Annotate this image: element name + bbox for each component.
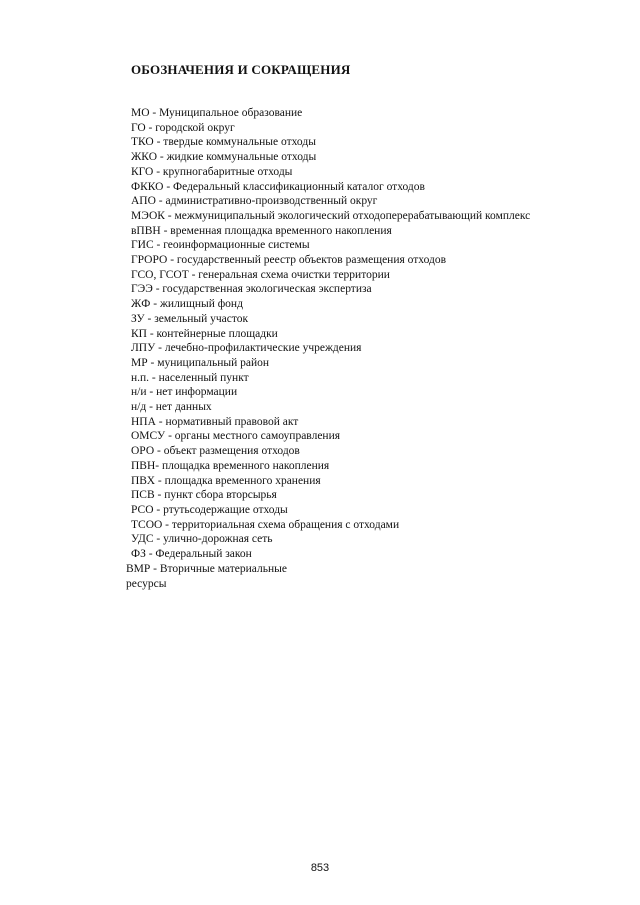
abbreviation-item: ГО - городской округ xyxy=(131,121,235,134)
abbreviation-item: АПО - административно-производственный округ xyxy=(131,195,378,208)
abbreviation-item: ЗУ - земельный участок xyxy=(131,312,249,325)
abbreviation-item: ЖКО - жидкие коммунальные отходы xyxy=(131,151,317,164)
abbreviation-item: КГО - крупногабаритные отходы xyxy=(131,165,293,178)
abbreviation-item: ОРО - объект размещения отходов xyxy=(131,445,300,458)
abbreviation-item: МР - муниципальный район xyxy=(131,356,270,369)
abbreviation-item: ПСВ - пункт сбора вторсырья xyxy=(131,489,277,502)
abbreviation-item: ГИС - геоинформационные системы xyxy=(131,239,310,252)
abbreviation-item: ОМСУ - органы местного самоуправления xyxy=(131,430,341,443)
abbreviation-item: н/д - нет данных xyxy=(131,401,212,414)
abbreviations-list xyxy=(126,106,601,591)
abbreviation-item: ГСО, ГСОТ - генеральная схема очистки территории xyxy=(131,268,390,281)
abbreviation-item: ГРОРО - государственный реестр объектов размещения отходов xyxy=(131,254,447,267)
abbreviation-item: РСО - ртутьсодержащие отходы xyxy=(131,503,288,516)
abbreviation-item: МО - Муниципальное образование xyxy=(131,107,303,119)
abbreviation-item: ПВХ - площадка временного хранения xyxy=(131,474,321,487)
abbreviation-item: ТКО - твердые коммунальные отходы xyxy=(131,136,316,149)
abbreviation-item: ГЭЭ - государственная экологическая экспертиза xyxy=(131,283,372,296)
abbreviation-item: н.п. - населенный пункт xyxy=(131,371,249,384)
page-title: ОБОЗНАЧЕНИЯ И СОКРАЩЕНИЯ xyxy=(131,62,351,77)
abbreviation-item: НПА - нормативный правовой акт xyxy=(131,415,299,428)
abbreviation-item: МЭОК - межмуниципальный экологический отходоперерабатывающий комплекс xyxy=(131,209,531,222)
abbreviation-item: ЖФ - жилищный фонд xyxy=(131,298,243,311)
abbreviation-item: КП - контейнерные площадки xyxy=(131,327,278,340)
abbreviation-item: ВМР - Вторичные материальные xyxy=(126,562,287,575)
abbreviation-item: УДС - улично-дорожная сеть xyxy=(131,533,273,546)
abbreviation-item: ТСОО - территориальная схема обращения с отходами xyxy=(131,518,400,531)
abbreviation-item: ПВН- площадка временного накопления xyxy=(131,459,330,472)
abbreviation-item-continuation: ресурсы xyxy=(126,577,167,590)
page-number: 853 xyxy=(310,862,330,874)
abbreviation-item: н/и - нет информации xyxy=(131,386,238,399)
abbreviation-item: ЛПУ - лечебно-профилактические учреждения xyxy=(131,342,362,355)
abbreviation-item: вПВН - временная площадка временного накопления xyxy=(131,224,392,237)
abbreviation-item: ФЗ - Федеральный закон xyxy=(131,548,252,561)
abbreviation-item: ФККО - Федеральный классификационный каталог отходов xyxy=(131,180,425,193)
